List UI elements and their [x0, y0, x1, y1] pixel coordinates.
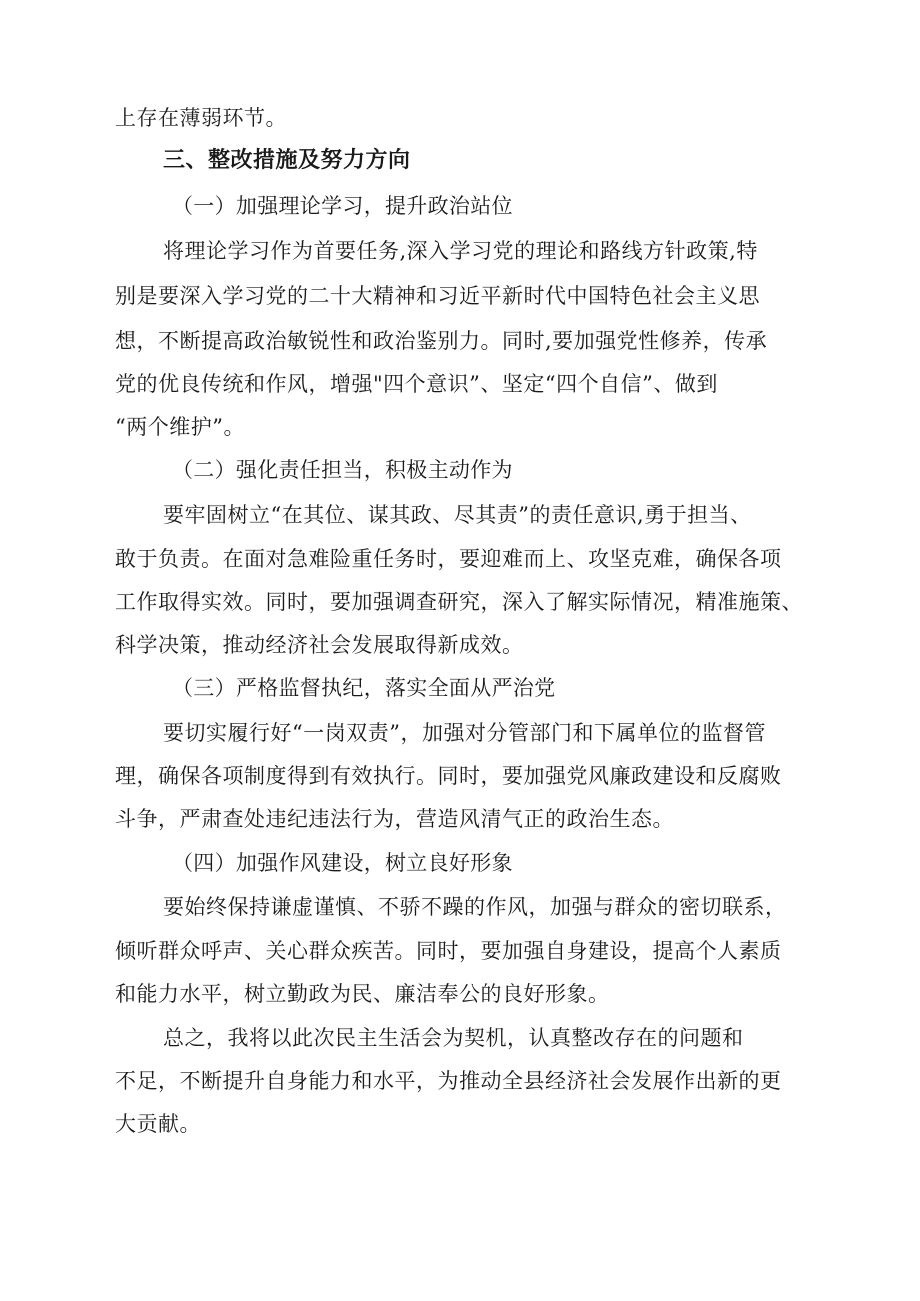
body-line: 理，确保各项制度得到有效执行。同时，要加强党风廉政建设和反腐败	[115, 764, 782, 788]
body-line: 别是要深入学习党的二十大精神和习近平新时代中国特色社会主义思	[115, 284, 760, 308]
subsection-heading: （三）严格监督执纪，落实全面从严治党	[172, 676, 556, 700]
body-line: 将理论学习作为首要任务,深入学习党的理论和路线方针政策,特	[163, 239, 758, 263]
body-line: 总之，我将以此次民主生活会为契机，认真整改存在的问题和	[163, 1026, 744, 1050]
body-line: 要牢固树立“在其位、谋其政、尽其责”的责任意识,勇于担当、	[163, 503, 752, 527]
subsection-heading: （二）强化责任担当，积极主动作为	[172, 458, 513, 482]
body-line: 上存在薄弱环节。	[115, 106, 287, 130]
section-heading: 三、整改措施及努力方向	[163, 148, 411, 173]
body-line: 倾听群众呼声、关心群众疾苦。同时，要加强自身建设，提高个人素质	[115, 939, 782, 963]
subsection-heading: （一）加强理论学习，提升政治站位	[172, 194, 513, 218]
body-line: 敢于负责。在面对急难险重任务时，要迎难而上、攻坚克难，确保各项	[115, 547, 782, 571]
body-line: 和能力水平，树立勤政为民、廉洁奉公的良好形象。	[115, 982, 610, 1006]
subsection-heading: （四）加强作风建设，树立良好形象	[172, 851, 513, 875]
body-line: 斗争，严肃查处违纪违法行为，营造风清气正的政治生态。	[115, 807, 674, 831]
body-line: 党的优良传统和作风，增强"四个意识”、坚定“四个自信”、做到	[115, 372, 718, 396]
body-line: 大贡献。	[115, 1112, 201, 1136]
body-line: 科学决策，推动经济社会发展取得新成效。	[115, 633, 524, 657]
body-line: 要切实履行好“一岗双责”，加强对分管部门和下属单位的监督管	[163, 721, 766, 745]
body-line: 工作取得实效。同时，要加强调查研究，深入了解实际情况，精准施策、	[115, 590, 803, 614]
body-line: 想，不断提高政治敏锐性和政治鉴别力。同时,要加强党性修养，传承	[115, 329, 768, 353]
body-line: “两个维护”。	[115, 415, 245, 439]
body-line: 不足，不断提升自身能力和水平，为推动全县经济社会发展作出新的更	[115, 1069, 782, 1093]
body-line: 要始终保持谦虚谨慎、不骄不躁的作风，加强与群众的密切联系，	[163, 895, 787, 919]
